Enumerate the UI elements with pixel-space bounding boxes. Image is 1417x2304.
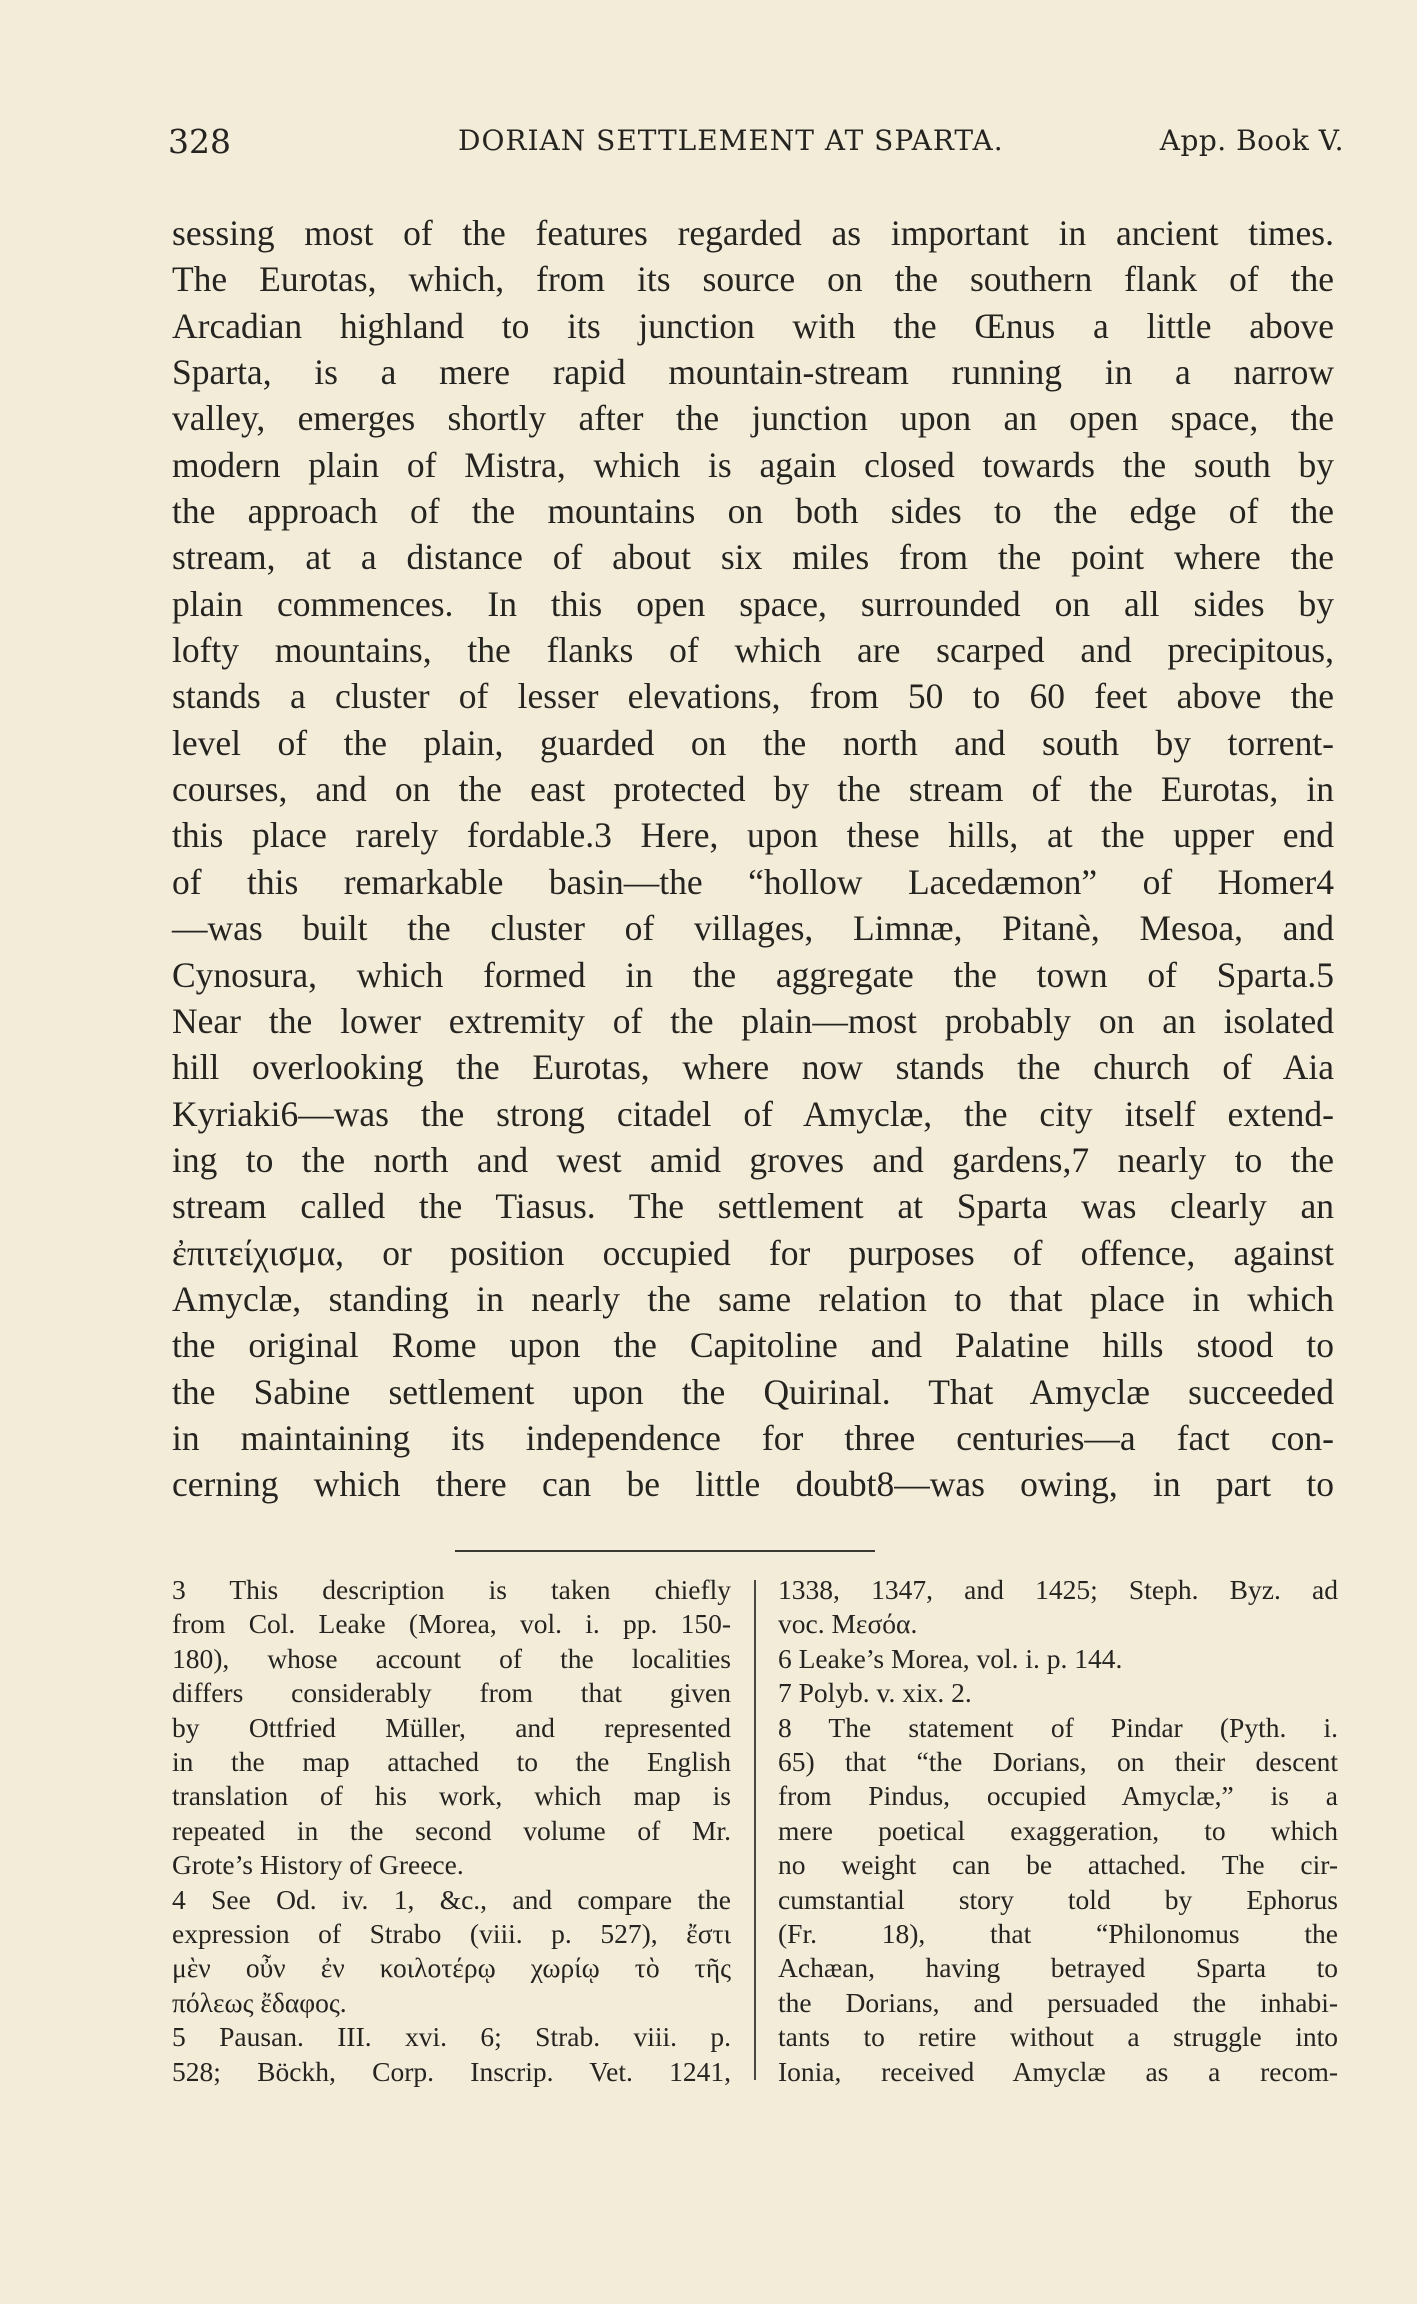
- footnote-line: 180), whose account of the localities: [172, 1642, 731, 1674]
- running-title: DORIAN SETTLEMENT AT SPARTA.: [458, 124, 1004, 157]
- footnote-line: 1338, 1347, and 1425; Steph. Byz. ad: [778, 1574, 1338, 1605]
- footnote-separator-rule: [455, 1550, 875, 1552]
- footnote-line: translation of his work, which map is: [172, 1780, 731, 1812]
- footnote-line: 7 Polyb. v. xix. 2.: [778, 1677, 972, 1709]
- body-text-line: plain commences. In this open space, surrounded on all sides by: [172, 583, 1334, 624]
- page-number: 328: [168, 122, 231, 161]
- footnote-line: 4 See Od. iv. 1, &c., and compare the: [172, 1883, 731, 1915]
- footnote-line: cumstantial story told by Ephorus: [778, 1883, 1338, 1915]
- footnote-line: by Ottfried Müller, and represented: [172, 1711, 731, 1743]
- body-text-line: lofty mountains, the flanks of which are scarped and precipitous,: [172, 630, 1334, 671]
- body-text-line: stream called the Tiasus. The settlement at Sparta was clearly an: [172, 1186, 1334, 1227]
- body-text-line: Near the lower extremity of the plain—most probably on an isolated: [172, 1000, 1334, 1041]
- footnote-line: voc. Μεσόα.: [778, 1608, 918, 1640]
- footnote-line: 5 Pausan. III. xvi. 6; Strab. viii. p.: [172, 2021, 731, 2053]
- body-text-line: stream, at a distance of about six miles from the point where the: [172, 537, 1334, 578]
- body-text-line: hill overlooking the Eurotas, where now stands the church of Aia: [172, 1047, 1334, 1088]
- footnote-line: no weight can be attached. The cir-: [778, 1849, 1338, 1881]
- footnote-line: mere poetical exaggeration, to which: [778, 1814, 1338, 1846]
- footnote-line: differs considerably from that given: [172, 1677, 731, 1709]
- footnote-line: expression of Strabo (viii. p. 527), ἔστι: [172, 1918, 731, 1950]
- body-text-line: modern plain of Mistra, which is again closed towards the south by: [172, 444, 1334, 485]
- footnote-line: the Dorians, and persuaded the inhabi-: [778, 1986, 1338, 2018]
- body-text-line: in maintaining its independence for three centuries—a fact con-: [172, 1417, 1334, 1458]
- body-text-line: stands a cluster of lesser elevations, from 50 to 60 feet above the: [172, 676, 1334, 717]
- body-text-line: the approach of the mountains on both sides to the edge of the: [172, 491, 1334, 532]
- footnotes-right-column: [778, 1573, 1338, 2089]
- body-text-line: the Sabine settlement upon the Quirinal. That Amyclæ succeeded: [172, 1371, 1334, 1412]
- main-body-text: [172, 210, 1334, 1508]
- footnote-line: 528; Böckh, Corp. Inscrip. Vet. 1241,: [172, 2055, 731, 2087]
- footnote-line: 6 Leake’s Morea, vol. i. p. 144.: [778, 1642, 1123, 1674]
- body-text-line: cerning which there can be little doubt8—was owing, in part to: [172, 1464, 1334, 1505]
- body-text-line: Amyclæ, standing in nearly the same relation to that place in which: [172, 1278, 1334, 1319]
- footnote-line: in the map attached to the English: [172, 1746, 731, 1778]
- footnote-line: μὲν οὖν ἐν κοιλοτέρῳ χωρίῳ τὸ τῆς: [172, 1952, 731, 1984]
- footnotes-left-column: [172, 1573, 731, 2089]
- footnote-line: from Pindus, occupied Amyclæ,” is a: [778, 1780, 1338, 1812]
- body-text-line: Cynosura, which formed in the aggregate the town of Sparta.5: [172, 954, 1334, 995]
- footnote-line: 3 This description is taken chiefly: [172, 1574, 731, 1605]
- footnote-line: repeated in the second volume of Mr.: [172, 1814, 731, 1846]
- body-text-line: ing to the north and west amid groves and gardens,7 nearly to the: [172, 1139, 1334, 1180]
- body-text-line: —was built the cluster of villages, Limnæ, Pitanè, Mesoa, and: [172, 908, 1334, 949]
- page-header: [168, 118, 1344, 166]
- footnote-line: Grote’s History of Greece.: [172, 1849, 464, 1881]
- footnote-column-divider: [754, 1580, 756, 2080]
- body-text-line: level of the plain, guarded on the north and south by torrent-: [172, 722, 1334, 763]
- book-reference: App. Book V.: [1159, 124, 1344, 157]
- body-text-line: valley, emerges shortly after the junction upon an open space, the: [172, 398, 1334, 439]
- body-text-line: Kyriaki6—was the strong citadel of Amyclæ, the city itself extend-: [172, 1093, 1334, 1134]
- footnote-line: 8 The statement of Pindar (Pyth. i.: [778, 1711, 1338, 1743]
- footnote-line: Ionia, received Amyclæ as a recom-: [778, 2055, 1338, 2087]
- footnote-line: from Col. Leake (Morea, vol. i. pp. 150-: [172, 1608, 731, 1640]
- body-text-line: this place rarely fordable.3 Here, upon these hills, at the upper end: [172, 815, 1334, 856]
- body-text-line: The Eurotas, which, from its source on the southern flank of the: [172, 259, 1334, 300]
- body-text-line: of this remarkable basin—the “hollow Lacedæmon” of Homer4: [172, 861, 1334, 902]
- footnote-line: (Fr. 18), that “Philonomus the: [778, 1918, 1338, 1950]
- footnote-line: πόλεως ἔδαφος.: [172, 1986, 347, 2018]
- footnote-line: 65) that “the Dorians, on their descent: [778, 1746, 1338, 1778]
- body-text-line: the original Rome upon the Capitoline and Palatine hills stood to: [172, 1325, 1334, 1366]
- body-text-line: Arcadian highland to its junction with the Œnus a little above: [172, 305, 1334, 346]
- body-text-line: courses, and on the east protected by the stream of the Eurotas, in: [172, 769, 1334, 810]
- footnote-line: tants to retire without a struggle into: [778, 2021, 1338, 2053]
- body-text-line: sessing most of the features regarded as important in ancient times.: [172, 213, 1334, 253]
- body-text-line: ἐπιτείχισμα, or position occupied for purposes of offence, against: [172, 1232, 1334, 1273]
- footnote-line: Achæan, having betrayed Sparta to: [778, 1952, 1338, 1984]
- body-text-line: Sparta, is a mere rapid mountain-stream running in a narrow: [172, 352, 1334, 393]
